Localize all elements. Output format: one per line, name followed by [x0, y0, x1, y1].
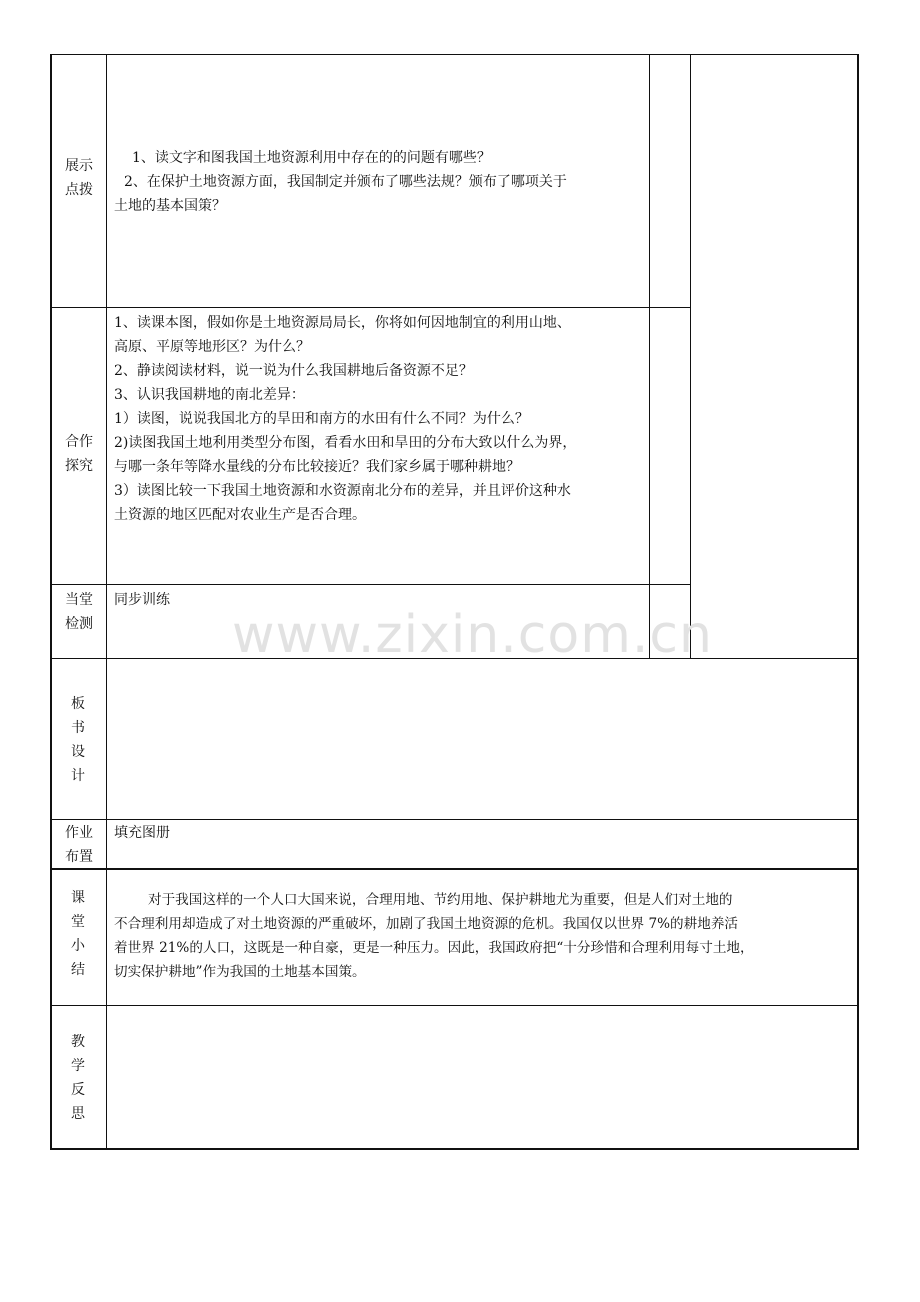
- hezuo-line-1: 1、读课本图，假如你是土地资源局局长，你将如何因地制宜的利用山地、: [114, 315, 571, 331]
- fansi-label-char-4: 思: [71, 1106, 85, 1122]
- zhanshi-line-3: 土地的基本国策？: [114, 198, 226, 214]
- hezuo-label-line-1: 合作: [65, 434, 93, 450]
- hezuo-line-8: 3）读图比较一下我国土地资源和水资源南北分布的差异，并且评价这种水: [114, 483, 571, 499]
- column-divider-1: [649, 54, 650, 658]
- banshu-label-char-4: 计: [71, 768, 85, 784]
- xiaojie-label-char-3: 小: [71, 938, 85, 954]
- zhanshi-label-line-2: 点拨: [65, 182, 93, 198]
- hezuo-line-5: 1）读图，说说我国北方的旱田和南方的水田有什么不同？为什么？: [114, 411, 529, 427]
- xiaojie-line-3: 着世界 21%的人口，这既是一种自豪，更是一种压力。因此，我国政府把“十分珍惜和合理利用每寸土地，: [114, 940, 754, 956]
- xiaojie-label-char-2: 堂: [71, 914, 85, 930]
- fansi-label-char-1: 教: [71, 1034, 85, 1050]
- zhanshi-label: [52, 154, 106, 202]
- banshu-label-char-3: 设: [71, 744, 85, 760]
- watermark: www.zixin.com.cn: [232, 605, 713, 665]
- hezuo-line-7: 与哪一条年等降水量线的分布比较接近？我们家乡属于哪种耕地？: [114, 459, 520, 475]
- fansi-label-char-2: 学: [71, 1058, 85, 1074]
- xiaojie-content: [114, 888, 854, 984]
- table-border-bottom: [50, 1148, 859, 1150]
- xiaojie-line-2: 不合理利用却造成了对土地资源的严重破坏，加剧了我国土地资源的危机。我国仅以世界 7%的耕地养活: [114, 916, 739, 932]
- hezuo-line-3: 2、静读阅读材料，说一说为什么我国耕地后备资源不足？: [114, 363, 473, 379]
- hezuo-line-2: 高原、平原等地形区？为什么？: [114, 339, 310, 355]
- row-divider-4: [50, 819, 859, 820]
- fansi-label: [68, 1030, 88, 1126]
- dangtang-label-line-2: 检测: [65, 616, 93, 632]
- banshu-label: [68, 692, 88, 788]
- row-divider-6: [50, 1005, 859, 1006]
- xiaojie-label-char-4: 结: [71, 962, 85, 978]
- zuoye-label-line-1: 作业: [65, 825, 93, 841]
- zhanshi-line-2: 2、在保护土地资源方面，我国制定并颁布了哪些法规？颁布了哪项关于: [124, 174, 567, 190]
- xiaojie-label: [68, 886, 88, 982]
- hezuo-content: [114, 311, 646, 527]
- banshu-label-char-1: 板: [71, 696, 85, 712]
- hezuo-line-9: 土资源的地区匹配对农业生产是否合理。: [114, 507, 366, 523]
- fansi-label-char-3: 反: [71, 1082, 85, 1098]
- xiaojie-label-char-1: 课: [71, 890, 85, 906]
- banshu-label-char-2: 书: [71, 720, 85, 736]
- hezuo-line-6: 2)读图我国土地利用类型分布图，看看水田和旱田的分布大致以什么为界，: [114, 435, 577, 451]
- dangtang-label-line-1: 当堂: [65, 592, 93, 608]
- hezuo-line-4: 3、认识我国耕地的南北差异：: [114, 387, 305, 403]
- table-border-right: [857, 54, 859, 1150]
- row-divider-2: [50, 584, 691, 585]
- xiaojie-line-1: 对于我国这样的一个人口大国来说，合理用地、节约用地、保护耕地尤为重要，但是人们对土地的: [148, 892, 733, 908]
- zuoye-label: [52, 821, 106, 869]
- xiaojie-line-4: 切实保护耕地”作为我国的土地基本国策。: [114, 964, 366, 980]
- hezuo-label-line-2: 探究: [65, 458, 93, 474]
- row-divider-5: [50, 868, 859, 870]
- column-divider-2: [690, 54, 691, 658]
- row-divider-1: [50, 307, 691, 308]
- label-column-divider: [106, 54, 107, 1150]
- zuoye-content: 填充图册: [114, 825, 170, 841]
- zhanshi-label-line-1: 展示: [65, 158, 93, 174]
- zuoye-label-line-2: 布置: [65, 849, 93, 865]
- dangtang-content: 同步训练: [114, 592, 170, 608]
- zhanshi-line-1: 1、读文字和图我国土地资源利用中存在的的问题有哪些？: [132, 150, 491, 166]
- table-border-top: [50, 54, 859, 55]
- zhanshi-content: [114, 146, 644, 218]
- hezuo-label: [52, 430, 106, 478]
- dangtang-label: [52, 588, 106, 636]
